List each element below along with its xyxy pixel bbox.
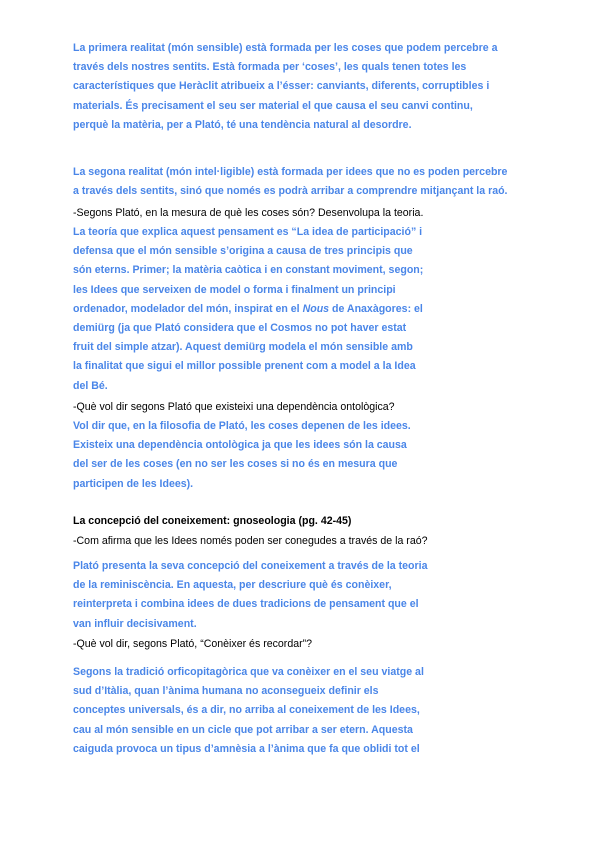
text-fragment: de Anaxàgores: el — [329, 302, 423, 315]
question-participation: -Segons Plató, en la mesura de què les coses són? Desenvolupa la teoria. — [73, 207, 424, 219]
text-line: defensa que el món sensible s’origina a causa de tres principis que — [73, 245, 413, 258]
text-line: conceptes universals, és a dir, no arriba al coneixement de les Idees, — [73, 704, 420, 717]
question-knowing-remembering: -Què vol dir, segons Plató, “Conèixer és recordar”? — [73, 638, 313, 650]
answer-ontological-dependence — [73, 417, 411, 494]
text-line: través dels nostres sentits. Està formada per ‘coses’, les quals tenen totes les — [73, 61, 467, 74]
text-line: Existeix una dependència ontològica ja que les idees són la causa — [73, 439, 407, 452]
nous-term: Nous — [302, 302, 330, 315]
text-line: La primera realitat (món sensible) està formada per les coses que podem percebre a — [73, 42, 498, 54]
text-line: del Bé. — [73, 379, 108, 392]
text-fragment: ordenador, modelador del món, inspirat en el — [73, 302, 303, 315]
text-line: van influir decisivament. — [73, 617, 197, 630]
text-line: Segons la tradició orficopitagòrica que va conèixer en el seu viatge al — [73, 666, 424, 678]
text-line: La teoría que explica aquest pensament es “La idea de participació” i — [73, 226, 423, 238]
paragraph-first-reality — [73, 39, 498, 135]
text-line: cau al món sensible en un cicle que pot arribar a ser etern. Aquesta — [73, 723, 413, 736]
text-line: a través dels sentits, sinó que només es podrà arribar a comprendre mitjançant la raó. — [73, 185, 508, 198]
text-line: demiürg (ja que Plató considera que el Cosmos no pot haver estat — [73, 322, 407, 335]
question-ontological-dependence: -Què vol dir segons Plató que existeixi una dependència ontològica? — [73, 401, 395, 413]
answer-knowing-remembering — [73, 663, 424, 759]
answer-ideas-reason — [73, 557, 427, 634]
text-line — [73, 300, 423, 319]
question-ideas-reason: -Com afirma que les Idees només poden ser conegudes a través de la raó? — [73, 535, 428, 547]
text-line: perquè la matèria, per a Plató, té una tendència natural al desordre. — [73, 118, 412, 131]
text-line: les Idees que serveixen de model o forma i finalment un principi — [73, 283, 396, 296]
text-line: Vol dir que, en la filosofia de Plató, les coses depenen de les idees. — [73, 420, 411, 432]
text-line: del ser de les coses (en no ser les coses si no és en mesura que — [73, 458, 398, 471]
text-line: són eterns. Primer; la matèria caòtica i en constant moviment, segon; — [73, 264, 424, 277]
text-line: Plató presenta la seva concepció del coneixement a través de la teoria — [73, 560, 428, 572]
text-line: participen de les Idees). — [73, 477, 194, 490]
text-line: reinterpreta i combina idees de dues tradicions de pensament que el — [73, 598, 419, 611]
text-line: materials. És precisament el seu ser material el que causa el seu canvi continu, — [73, 99, 473, 112]
text-line: de la reminiscència. En aquesta, per descriure què és conèixer, — [73, 579, 392, 592]
text-line: la finalitat que sigui el millor possible prenent com a model a la Idea — [73, 360, 416, 373]
answer-participation — [73, 223, 423, 396]
text-line: La segona realitat (món intel·ligible) està formada per idees que no es poden percebre — [73, 166, 508, 178]
text-line: sud d’Itàlia, quan l’ànima humana no aconsegueix definir els — [73, 685, 379, 698]
text-line: caiguda provoca un tipus d’amnèsia a l’ànima que fa que oblidi tot el — [73, 742, 420, 755]
paragraph-second-reality — [73, 163, 508, 201]
text-line: fruit del simple atzar). Aquest demiürg modela el món sensible amb — [73, 341, 413, 354]
section-heading: La concepció del coneixement: gnoseologia (pg. 42-45) — [73, 515, 352, 527]
text-line: característiques que Heràclit atribueix a l’ésser: canviants, diferents, corruptibles i — [73, 80, 490, 93]
